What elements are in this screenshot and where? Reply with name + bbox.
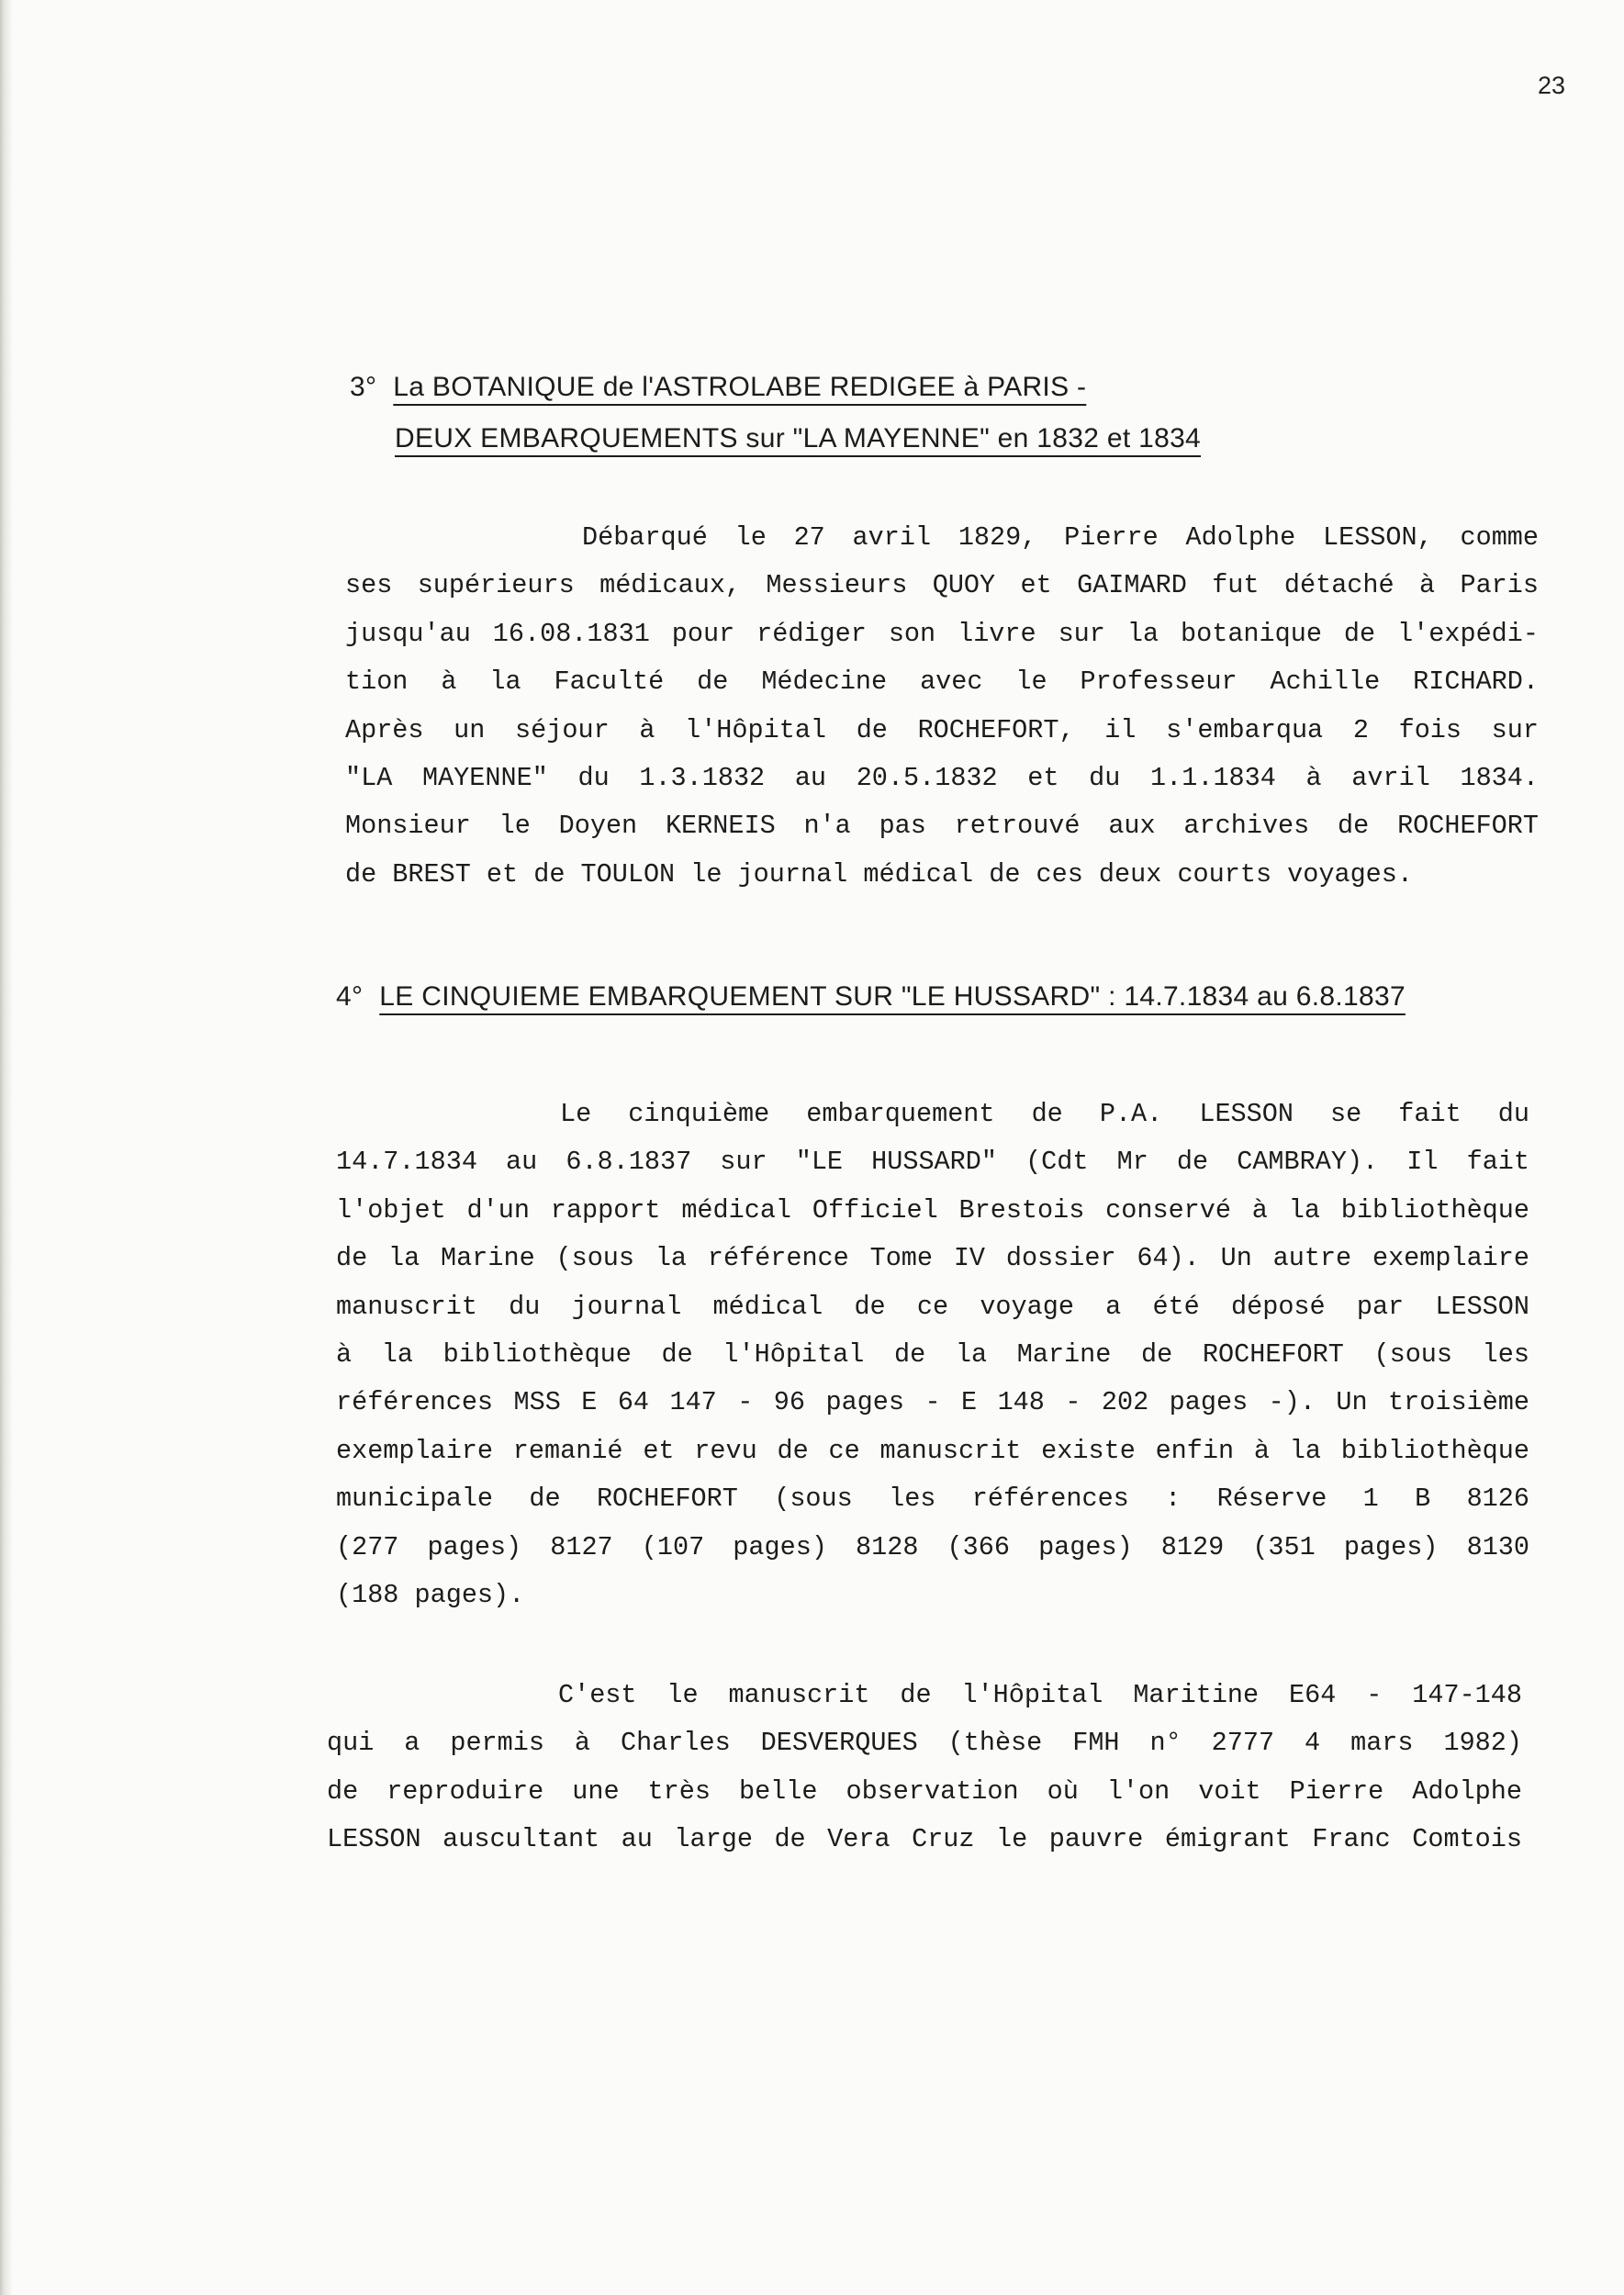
section-3-title-line-2: DEUX EMBARQUEMENTS sur "LA MAYENNE" en 1832 et 1834 — [395, 423, 1202, 453]
section-4-title: LE CINQUIEME EMBARQUEMENT SUR "LE HUSSARD" : 14.7.1834 au 6.8.1837 — [379, 981, 1406, 1012]
paragraph-line: "LA MAYENNE" du 1.3.1832 au 20.5.1832 et du 1.1.1834 à avril 1834. — [345, 763, 1539, 794]
paragraph-line: LESSON auscultant au large de Vera Cruz le pauvre émigrant Franc Comtois — [327, 1824, 1522, 1855]
paragraph-line: Monsieur le Doyen KERNEIS n'a pas retrouvé aux archives de ROCHEFORT — [345, 811, 1539, 842]
section-3-title-line-1: La BOTANIQUE de l'ASTROLABE REDIGEE à PARIS - — [393, 372, 1087, 402]
page-number: 23 — [1537, 72, 1565, 99]
section-4-heading — [336, 975, 1406, 1019]
section-3-number: 3° — [350, 372, 377, 402]
paragraph-line: (188 pages). — [336, 1580, 525, 1611]
paragraph-line: de reproduire une très belle observation où l'on voit Pierre Adolphe — [327, 1775, 1522, 1807]
paragraph-line: municipale de ROCHEFORT (sous les références : Réserve 1 B 8126 — [336, 1483, 1529, 1515]
paragraph-line: tion à la Faculté de Médecine avec le Professeur Achille RICHARD. — [345, 666, 1539, 698]
paragraph-line: jusqu'au 16.08.1831 pour rédiger son livre sur la botanique de l'expédi- — [345, 618, 1539, 649]
paragraph-line: à la bibliothèque de l'Hôpital de la Marine de ROCHEFORT (sous les — [336, 1339, 1529, 1371]
paragraph-line: l'objet d'un rapport médical Officiel Brestois conservé à la bibliothèque — [336, 1194, 1529, 1226]
paragraph-line: (277 pages) 8127 (107 pages) 8128 (366 pages) 8129 (351 pages) 8130 — [336, 1531, 1529, 1562]
paragraph-line: de la Marine (sous la référence Tome IV dossier 64). Un autre exemplaire — [336, 1243, 1529, 1274]
paragraph-line: Le cinquième embarquement de P.A. LESSON se fait du — [560, 1099, 1529, 1129]
paragraph-line: références MSS E 64 147 - 96 pages - E 148 - 202 pages -). Un troisième — [336, 1387, 1529, 1418]
paragraph-line: 14.7.1834 au 6.8.1837 sur "LE HUSSARD" (Cdt Mr de CAMBRAY). Il fait — [336, 1147, 1529, 1178]
paragraph-line: manuscrit du journal médical de ce voyage a été déposé par LESSON — [336, 1291, 1529, 1322]
paragraph-line: de BREST et de TOULON le journal médical de ces deux courts voyages. — [345, 858, 1413, 890]
section-3-heading — [350, 365, 1086, 409]
paragraph-line: qui a permis à Charles DESVERQUES (thèse FMH n° 2777 4 mars 1982) — [327, 1728, 1522, 1759]
section-4-paragraph-2 — [327, 1672, 1522, 1864]
paragraph-line: ses supérieurs médicaux, Messieurs QUOY et GAIMARD fut détaché à Paris — [345, 570, 1539, 601]
paragraph-line: exemplaire remanié et revu de ce manuscrit existe enfin à la bibliothèque — [336, 1435, 1529, 1466]
section-3-heading-line-2 — [395, 417, 1201, 461]
paragraph-line: C'est le manuscrit de l'Hôpital Maritine E64 - 147-148 — [558, 1680, 1522, 1710]
section-3-paragraph — [345, 514, 1539, 899]
section-4-number: 4° — [336, 981, 364, 1012]
paragraph-line: Débarqué le 27 avril 1829, Pierre Adolphe LESSON, comme — [582, 522, 1539, 553]
paragraph-line: Après un séjour à l'Hôpital de ROCHEFORT, il s'embarqua 2 fois sur — [345, 714, 1539, 745]
page-binding-edge — [0, 0, 13, 2295]
section-4-paragraph-1 — [336, 1091, 1529, 1619]
